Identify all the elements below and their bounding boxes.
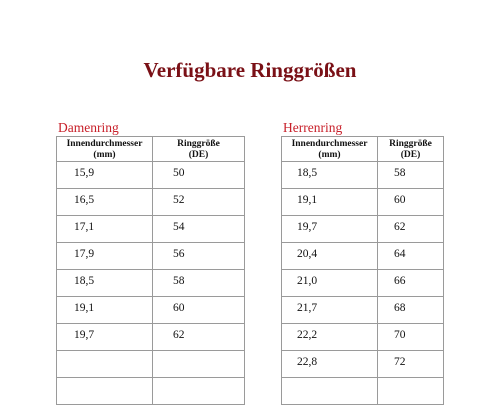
inner-diameter-cell: 20,4 bbox=[282, 243, 378, 270]
ring-size-cell: 62 bbox=[153, 324, 245, 351]
table-row bbox=[282, 297, 444, 324]
table-row bbox=[282, 189, 444, 216]
table-row bbox=[282, 270, 444, 297]
table-row bbox=[282, 378, 444, 405]
table-row bbox=[282, 324, 444, 351]
table-row bbox=[57, 297, 245, 324]
ring-size-cell: 52 bbox=[153, 189, 245, 216]
table-row bbox=[57, 243, 245, 270]
inner-diameter-cell: 17,9 bbox=[57, 243, 153, 270]
header-text: Innendurchmesser bbox=[291, 139, 368, 149]
table-row bbox=[57, 378, 245, 405]
ring-size-cell: 60 bbox=[378, 189, 444, 216]
inner-diameter-cell: 17,1 bbox=[57, 216, 153, 243]
ring-size-cell: 62 bbox=[378, 216, 444, 243]
table-header-row bbox=[282, 137, 444, 162]
column-header-inner-diameter bbox=[282, 137, 378, 162]
column-header-ring-size bbox=[153, 137, 245, 162]
table-row bbox=[57, 324, 245, 351]
herrenring-section bbox=[281, 119, 444, 405]
inner-diameter-cell: 22,8 bbox=[282, 351, 378, 378]
table-row bbox=[57, 270, 245, 297]
header-text: Ringgröße bbox=[177, 139, 220, 149]
header-unit: (mm) bbox=[318, 150, 341, 160]
inner-diameter-cell: 21,7 bbox=[282, 297, 378, 324]
table-row bbox=[57, 162, 245, 189]
table-row bbox=[282, 216, 444, 243]
column-header-inner-diameter bbox=[57, 137, 153, 162]
inner-diameter-cell: 21,0 bbox=[282, 270, 378, 297]
column-header-ring-size bbox=[378, 137, 444, 162]
inner-diameter-cell: 22,2 bbox=[282, 324, 378, 351]
ring-size-cell: 72 bbox=[378, 351, 444, 378]
ring-size-cell: 56 bbox=[153, 243, 245, 270]
inner-diameter-cell: 19,1 bbox=[57, 297, 153, 324]
inner-diameter-cell bbox=[57, 378, 153, 405]
ring-size-cell bbox=[378, 378, 444, 405]
herrenring-label: Herrenring bbox=[283, 120, 343, 135]
damenring-section bbox=[56, 119, 245, 405]
ring-size-cell: 50 bbox=[153, 162, 245, 189]
inner-diameter-cell bbox=[57, 351, 153, 378]
ring-size-cell bbox=[153, 351, 245, 378]
inner-diameter-cell: 18,5 bbox=[282, 162, 378, 189]
table-row bbox=[282, 351, 444, 378]
ring-size-cell: 58 bbox=[153, 270, 245, 297]
table-row bbox=[282, 162, 444, 189]
header-text: Innendurchmesser bbox=[66, 139, 143, 149]
table-row bbox=[57, 216, 245, 243]
table-row bbox=[282, 243, 444, 270]
ring-size-cell: 66 bbox=[378, 270, 444, 297]
table-row bbox=[57, 351, 245, 378]
table-row bbox=[57, 189, 245, 216]
ring-size-cell: 60 bbox=[153, 297, 245, 324]
ring-size-cell: 64 bbox=[378, 243, 444, 270]
damenring-label: Damenring bbox=[58, 120, 119, 135]
inner-diameter-cell: 19,7 bbox=[282, 216, 378, 243]
ring-size-cell bbox=[153, 378, 245, 405]
header-unit: (mm) bbox=[93, 150, 116, 160]
damenring-size-table bbox=[56, 136, 245, 405]
inner-diameter-cell: 19,1 bbox=[282, 189, 378, 216]
herrenring-size-table bbox=[281, 136, 444, 405]
ring-size-cell: 70 bbox=[378, 324, 444, 351]
inner-diameter-cell: 15,9 bbox=[57, 162, 153, 189]
inner-diameter-cell bbox=[282, 378, 378, 405]
ring-size-cell: 58 bbox=[378, 162, 444, 189]
page-title: Verfügbare Ringgrößen bbox=[143, 58, 357, 82]
ring-size-cell: 68 bbox=[378, 297, 444, 324]
header-text: Ringgröße bbox=[389, 139, 432, 149]
table-header-row bbox=[57, 137, 245, 162]
inner-diameter-cell: 16,5 bbox=[57, 189, 153, 216]
header-unit: (DE) bbox=[188, 150, 209, 160]
inner-diameter-cell: 18,5 bbox=[57, 270, 153, 297]
header-unit: (DE) bbox=[400, 150, 421, 160]
ring-size-cell: 54 bbox=[153, 216, 245, 243]
inner-diameter-cell: 19,7 bbox=[57, 324, 153, 351]
